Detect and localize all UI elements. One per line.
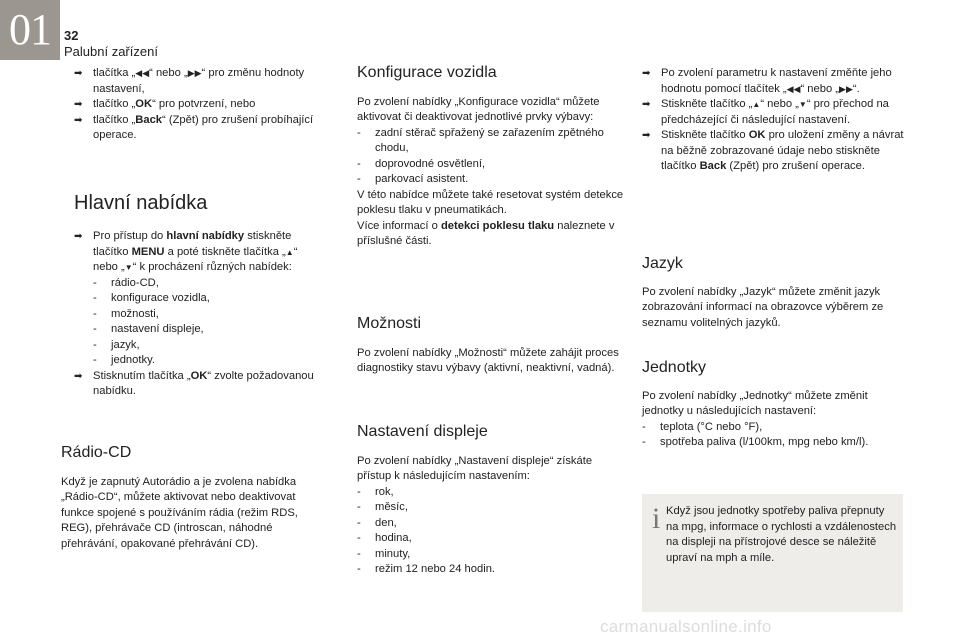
step-change-value: ➡ Po zvolení parametru k nastavení změňte jeho hodnotu pomocí tlačítek „◀◀“ nebo „▶▶“. — [642, 67, 892, 95]
display-heading: Nastavení displeje — [357, 423, 488, 440]
config-heading: Konfigurace vozidla — [357, 64, 497, 81]
intro-list — [74, 66, 324, 144]
main-menu-list — [74, 276, 324, 369]
main-menu-step1: ➡ Pro přístup do hlavní nabídky stiskněte tlačítko MENU a poté tiskněte tlačítka „▲“ nebo „▼“ k procházení různých nabídek: — [74, 230, 298, 273]
list-item: - minuty, — [357, 547, 411, 560]
language-heading: Jazyk — [642, 255, 683, 272]
list-item: - rádio-CD, — [93, 276, 159, 289]
config-reset-text: V této nabídce můžete také resetovat systém detekce poklesu tlaku v pneumatikách. — [357, 188, 624, 216]
list-item: - teplota (°C nebo °F), — [642, 420, 763, 433]
forward-icon: ▶▶ — [187, 68, 202, 78]
list-item: - jednotky. — [93, 354, 155, 366]
main-menu-section — [74, 192, 324, 214]
main-menu-heading: Hlavní nabídka — [74, 192, 208, 214]
list-item: - doprovodné osvětlení, — [357, 157, 486, 170]
list-item: - den, — [357, 516, 397, 529]
radio-text: Když je zapnutý Autorádio a je zvolena nabídka „Rádio-CD“, můžete aktivovat nebo deaktivovat funkce spojené s používáním rádia (režim RDS, REG), přehrávače CD (introscan, náhodné přehrávání, opakované přehrávání CD). — [61, 475, 298, 550]
rewind-icon: ◀◀ — [786, 83, 801, 94]
info-note-text: Když jsou jednotky spotřeby paliva přepnuty na mpg, informace o rychlosti a vzdálenostech na displeji na přístrojové desce se náležitě upraví na mph a míle. — [666, 505, 897, 564]
language-text: Po zvolení nabídky „Jazyk“ můžete změnit jazyk zobrazování informací na obrazovce výběrem ze seznamu volitelných jazyků. — [642, 285, 884, 329]
list-item: - rok, — [357, 485, 394, 498]
bullet-arrow-icon: ➡ — [74, 68, 83, 79]
language-section — [642, 256, 904, 331]
list-item: - zadní stěrač spřažený se zařazením zpětného chodu, — [357, 126, 604, 154]
arrow-up-icon: ▲ — [752, 100, 761, 109]
bullet-arrow-icon: ➡ — [74, 114, 83, 126]
list-item: - hodina, — [357, 532, 412, 544]
radio-heading: Rádio-CD — [61, 444, 132, 461]
list-item: - spotřeba paliva (l/100km, mpg nebo km/l). — [642, 436, 869, 448]
units-heading: Jednotky — [642, 359, 707, 376]
watermark: carmanualsonline.info — [600, 617, 772, 636]
section-title: Palubní zařízení — [64, 44, 158, 59]
display-section — [357, 424, 625, 578]
page-number: 32 — [64, 28, 79, 43]
main-menu-body — [74, 229, 324, 400]
bullet-arrow-icon: ➡ — [74, 99, 83, 110]
step-navigate: ➡ Stiskněte tlačítko „▲“ nebo „▼“ pro přechod na předcházející či následující nastavení. — [642, 98, 889, 126]
steps-list — [642, 66, 904, 175]
intro-item-back: ➡ tlačítko „Back“ (Zpět) pro zrušení probíhající operace. — [74, 113, 314, 141]
list-item: - jazyk, — [93, 338, 140, 351]
list-item: - nastavení displeje, — [93, 323, 204, 335]
arrow-down-icon: ▼ — [798, 100, 807, 109]
list-item: - konfigurace vozidla, — [93, 292, 210, 304]
options-text: Po zvolení nabídky „Možnosti“ můžete zahájit proces diagnostiky stavu výbavy (aktivní, neaktivní, vadná). — [357, 346, 619, 374]
intro-item-arrows: ➡ tlačítka „◀◀“ nebo „▶▶“ pro změnu hodnoty nastavení, — [74, 67, 305, 95]
list-item: - režim 12 nebo 24 hodin. — [357, 563, 496, 575]
list-item: - měsíc, — [357, 501, 408, 513]
display-intro: Po zvolení nabídky „Nastavení displeje“ získáte přístup k následujícím nastavením: — [357, 454, 593, 482]
options-section — [357, 316, 625, 377]
rewind-icon: ◀◀ — [135, 68, 150, 78]
arrow-down-icon: ▼ — [124, 263, 133, 272]
units-section — [642, 360, 904, 451]
bullet-arrow-icon: ➡ — [642, 130, 651, 141]
list-item: - parkovací asistent. — [357, 173, 469, 185]
config-more-text: Více informací o detekci poklesu tlaku naleznete v příslušné části. — [357, 219, 615, 247]
arrow-up-icon: ▲ — [285, 247, 294, 257]
bullet-arrow-icon: ➡ — [74, 231, 83, 242]
options-heading: Možnosti — [357, 315, 422, 332]
main-menu-step2: ➡ Stisknutím tlačítka „OK“ zvolte požadovanou nabídku. — [74, 369, 314, 397]
forward-icon: ▶▶ — [839, 83, 853, 94]
bullet-arrow-icon: ➡ — [74, 370, 83, 382]
step-save: ➡ Stiskněte tlačítko OK pro uložení změny a návrat na běžně zobrazované údaje nebo stiskněte tlačítko Back (Zpět) pro zrušení operace. — [642, 129, 904, 172]
bullet-arrow-icon: ➡ — [642, 99, 651, 110]
config-section — [357, 65, 625, 250]
config-intro: Po zvolení nabídky „Konfigurace vozidla“ můžete aktivovat či deaktivovat jednotlivé prvky výbavy: — [357, 95, 600, 123]
list-item: - možnosti, — [93, 307, 159, 320]
bullet-arrow-icon: ➡ — [642, 68, 651, 79]
info-note — [642, 494, 903, 612]
info-icon: i — [652, 502, 661, 535]
intro-item-ok: ➡ tlačítko „OK“ pro potvrzení, nebo — [74, 97, 324, 113]
radio-section — [61, 445, 324, 552]
chapter-number: 01 — [0, 0, 60, 60]
units-intro: Po zvolení nabídky „Jednotky“ můžete změnit jednotky u následujících nastavení: — [642, 389, 868, 417]
